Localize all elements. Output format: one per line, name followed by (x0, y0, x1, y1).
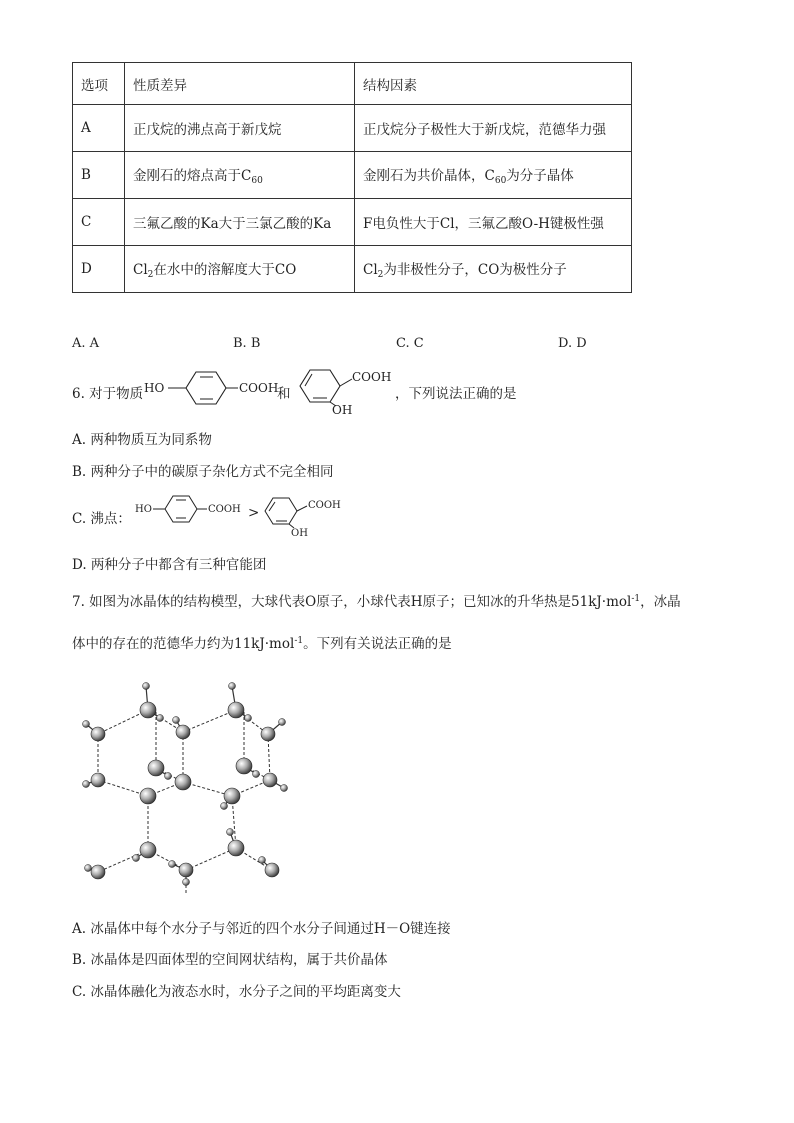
svg-text:COOH: COOH (239, 381, 279, 395)
q7-option-a[interactable]: A. 冰晶体中每个水分子与邻近的四个水分子间通过H－O键连接 (72, 921, 451, 937)
q7-option-b[interactable]: B. 冰晶体是四面体型的空间网状结构，属于共价晶体 (72, 952, 388, 968)
table-header-row (73, 63, 632, 105)
q7-stem-line1: 7. 如图为冰晶体的结构模型，大球代表O原子，小球代表H原子；已知冰的升华热是51kJ·mol$^{-1}$，冰晶 (72, 594, 681, 610)
table-row (73, 152, 632, 199)
q6-stem-and: 和 (277, 386, 291, 402)
q6-option-b[interactable]: B. 两种分子中的碳原子杂化方式不完全相同 (72, 464, 334, 480)
q6-option-a[interactable]: A. 两种物质互为同系物 (72, 432, 212, 448)
para-hydroxybenzoic-acid-structure (144, 366, 279, 408)
para-hydroxybenzoic-acid-structure-small (135, 492, 253, 528)
ice-crystal-structure-model (76, 672, 308, 900)
q7-option-c[interactable]: C. 冰晶体融化为液态水时，水分子之间的平均距离变大 (72, 984, 401, 1000)
salicylic-acid-structure-small (262, 494, 344, 538)
q7-stem-line2: 体中的存在的范德华力约为11kJ·mol$^{-1}$。下列有关说法正确的是 (72, 636, 452, 652)
header-option: 选项 (73, 63, 125, 105)
row-reason: 正戊烷分子极性大于新戊烷，范德华力强 (355, 105, 632, 152)
svg-text:COOH: COOH (352, 370, 392, 384)
comparison-table (72, 62, 632, 293)
table-row (73, 246, 632, 293)
row-option: B (73, 152, 125, 199)
svg-text:OH: OH (291, 528, 308, 539)
table-row (73, 105, 632, 152)
q6-option-d[interactable]: D. 两种分子中都含有三种官能团 (72, 557, 267, 573)
q5-option-b[interactable]: B. B (233, 336, 261, 351)
row-reason: 金刚石为共价晶体，$C_{60}$为分子晶体 (355, 152, 632, 199)
row-reason: $Cl_2$为非极性分子，CO为极性分子 (355, 246, 632, 293)
row-difference: 正戊烷的沸点高于新戊烷 (125, 105, 355, 152)
q5-option-d[interactable]: D. D (558, 336, 587, 351)
row-option: D (73, 246, 125, 293)
svg-text:OH: OH (332, 403, 353, 417)
row-option: A (73, 105, 125, 152)
table-row (73, 199, 632, 246)
q6-stem-prefix: 6. 对于物质 (72, 386, 144, 402)
q6-greater-than: > (248, 505, 260, 521)
row-option: C (73, 199, 125, 246)
svg-text:HO: HO (144, 381, 165, 395)
svg-text:HO: HO (135, 504, 152, 515)
row-difference: 金刚石的熔点高于$C_{60}$ (125, 152, 355, 199)
salicylic-acid-structure (296, 364, 392, 416)
q5-option-c[interactable]: C. C (396, 336, 424, 351)
q6-stem-suffix: ，下列说法正确的是 (395, 386, 517, 402)
q5-option-a[interactable]: A. A (72, 336, 100, 351)
q6-option-c-label[interactable]: C. 沸点： (72, 511, 131, 527)
row-difference: 三氟乙酸的Ka大于三氯乙酸的Ka (125, 199, 355, 246)
svg-text:COOH: COOH (208, 504, 241, 515)
row-reason: F电负性大于Cl，三氟乙酸O-H键极性强 (355, 199, 632, 246)
header-difference: 性质差异 (125, 63, 355, 105)
header-reason: 结构因素 (355, 63, 632, 105)
row-difference: $Cl_2$在水中的溶解度大于CO (125, 246, 355, 293)
svg-text:COOH: COOH (308, 500, 341, 511)
